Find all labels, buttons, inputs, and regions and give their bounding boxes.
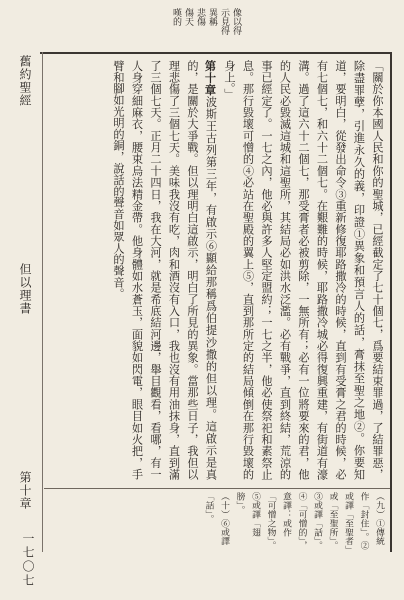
main-paragraph-2: 波斯王古列第三年，有啟示⑥顯給那稱爲伯提沙撒的但以理。這啟示是真的，是關於大爭戰。但以理明白這啟示，明白了所見的異象。當那些日子，我但以理悲傷了三個七天。美味我沒有吃，肉和酒沒有入口，我也沒有用油抹身，直到滿了三個七天。正月二十四日，我在大河，就是希底結河邊，舉目觀看，看哪，有一人身穿細麻衣，腰束烏法精金帶。他身體如水蒼玉，面貌如閃電，眼目如火把，手臂和腳如光明的銅，說話的聲音如眾人的聲音。 [112,60,218,480]
header-note-line-3: 異稱 [207,8,217,26]
footnote-line-3: （十）⑥或譯「話」。 [203,492,229,546]
footnote-line-2: 意譯：或作「可憎之物」。⑤或譯「翅膀」。 [234,492,291,550]
footnotes [40,492,386,552]
footnote-divider [44,488,390,489]
chapter-heading: 第十章 [203,60,218,97]
running-head-chapter: 第十章 [18,471,32,510]
main-text [40,60,386,480]
header-note-line-2: 示見得 [219,8,229,35]
running-head-book-title: 但以理書 [18,263,32,315]
footnote-line-1: （九）①傳統作「封住」。②或譯「至聖者」或「至聖所」。③或譯「話」。④「可憎的」， [296,492,384,550]
running-head-book-section: 舊約聖經 [18,55,32,107]
frame-top-rule [40,52,392,54]
running-head [14,55,34,510]
page-number: 一七〇七 [21,532,35,588]
header-note-line-6: 嘆的 [171,8,181,26]
header-note-line-5: 傷天 [183,8,193,26]
header-note-line-4: 悲傷 [195,8,205,26]
header-note-line-1: 像以得 [231,8,241,35]
header-note [170,8,242,48]
frame-right-rule [390,52,392,552]
main-paragraph-1: 「關於你本國人民和你的聖城，已經截定了七十個七，爲要結束罪過，了結罪惡，除盡罪孽，引進永久的義，印證①異象和預言人的話，膏抹至聖之地②。你要知道，要明白，從發出命令③重新修復耶路撒冷的時候，直到有受膏之君的時候，必有七個七，和六十二個七。在艱難的時候，耶路撒冷城必得復興重建，有街道有濠溝。過了這六十二個七，那受膏者必被剪除，一無所有；必有一位將要來的君，他的人民必毀滅這城和這聖所，其結局必如洪水泛濫。必有戰爭，直到終結，荒涼的事已經定了。一七之內，他必與許多人堅定盟約；一七之半，他必使祭祀和素祭止息。那行毀壞可憎的④必站在聖殿的翼上⑤，直到那所定的結局傾倒在那行毀壞的身上。」 [223,60,384,480]
